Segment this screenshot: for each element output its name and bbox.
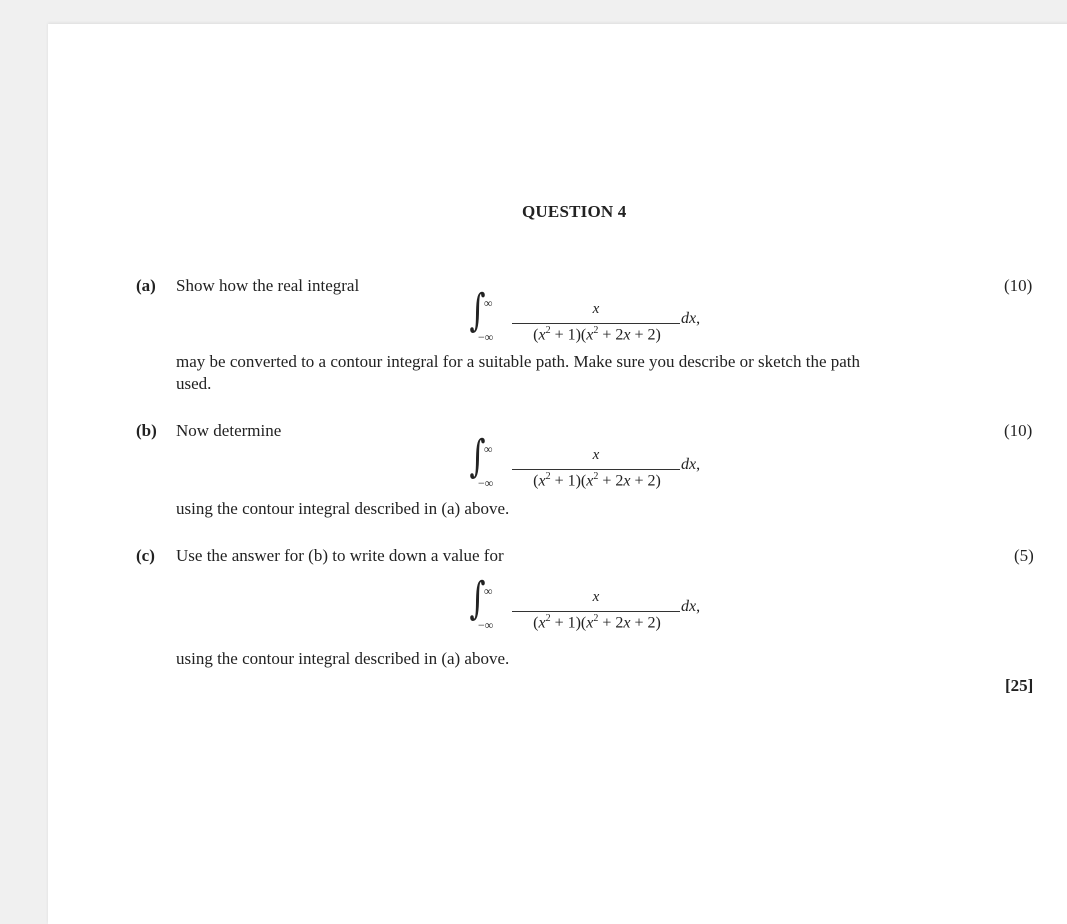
lower-limit: −∞ (478, 618, 494, 632)
numerator: x (592, 301, 600, 317)
fraction-bar (512, 469, 680, 470)
integral-sign-icon: ∫ (469, 573, 486, 624)
total-marks: [25] (1005, 676, 1034, 695)
upper-limit: ∞ (484, 584, 493, 598)
part-c-label: (c) (136, 546, 155, 565)
part-a-text-line1: may be converted to a contour integral for a suitable path. Make sure you describe or sketch the path (176, 352, 861, 371)
denominator: $(x^2 + 1)(x^2 + 2x + 2)$ (533, 613, 661, 632)
numerator: x (592, 447, 600, 463)
part-a-marks: (10) (1004, 276, 1033, 295)
part-b-integral (458, 431, 718, 495)
integral-sign-icon: ∫ (469, 285, 486, 336)
numerator: x (592, 589, 600, 605)
differential: dx, (681, 598, 701, 615)
part-a-intro: Show how the real integral (176, 276, 360, 295)
denominator: $(x^2 + 1)(x^2 + 2x + 2)$ (533, 471, 661, 490)
part-c-integral (458, 573, 718, 637)
lower-limit: −∞ (478, 476, 494, 490)
lower-limit: −∞ (478, 330, 494, 344)
integral-sign-icon: ∫ (469, 431, 486, 482)
part-b-text-line1: using the contour integral described in (a) above. (176, 499, 510, 518)
differential: dx, (681, 310, 701, 327)
fraction-bar (512, 323, 680, 324)
upper-limit: ∞ (484, 442, 493, 456)
part-a-text-line2: used. (176, 374, 212, 393)
fraction-bar (512, 611, 680, 612)
upper-limit: ∞ (484, 296, 493, 310)
part-c-intro: Use the answer for (b) to write down a value for (176, 546, 504, 565)
part-c-text-line1: using the contour integral described in (a) above. (176, 649, 510, 668)
differential: dx, (681, 456, 701, 473)
part-b-marks: (10) (1004, 421, 1033, 440)
part-b-intro: Now determine (176, 421, 282, 440)
part-a-label: (a) (136, 276, 156, 295)
denominator: $(x^2 + 1)(x^2 + 2x + 2)$ (533, 325, 661, 344)
part-c-marks: (5) (1014, 546, 1034, 565)
part-b-label: (b) (136, 421, 157, 440)
question-title: QUESTION 4 (522, 202, 627, 221)
part-a-integral (458, 285, 718, 349)
